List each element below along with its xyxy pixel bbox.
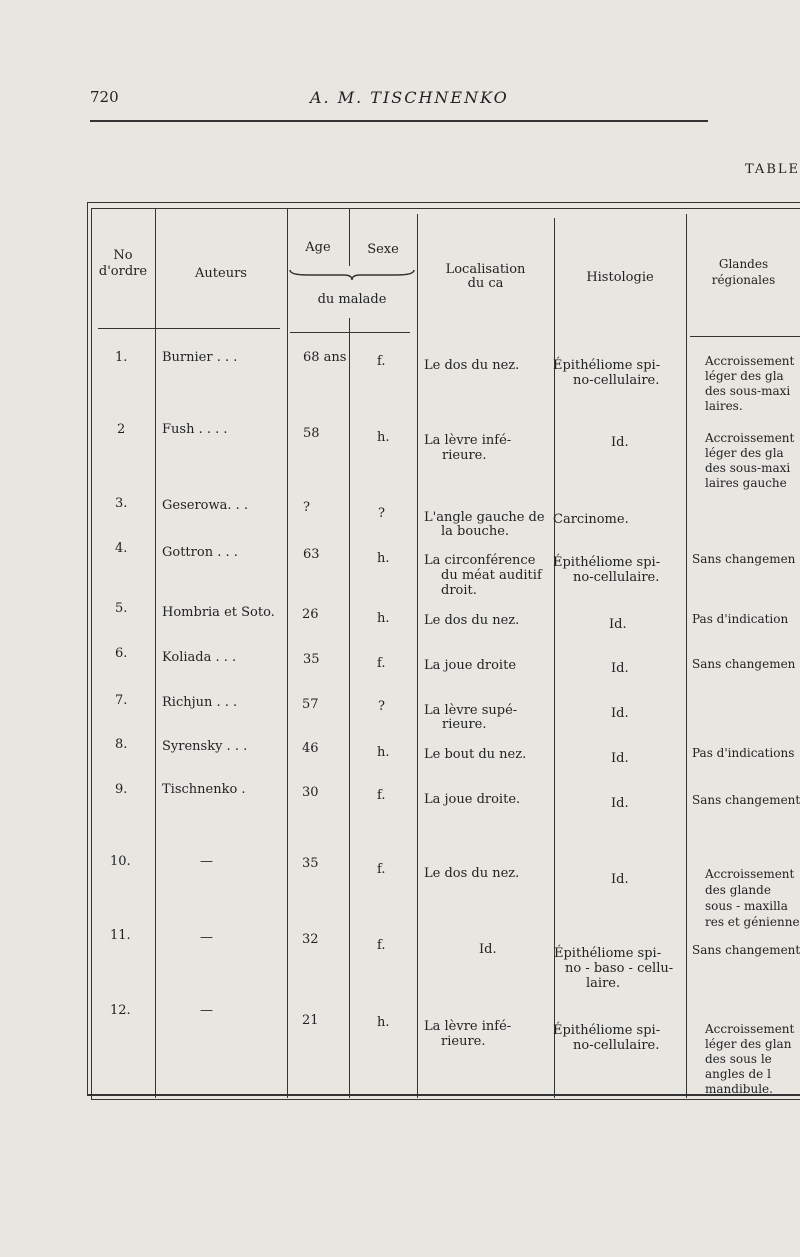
row-glands: Sans changement <box>692 943 800 957</box>
row-histology: Id. <box>611 435 629 450</box>
table-left-inner-border <box>91 208 92 1099</box>
header-regionales: régionales <box>711 273 776 287</box>
row-glands: des glande <box>705 883 771 897</box>
row-glands: laires. <box>705 399 743 413</box>
row-localisation: rieure. <box>442 448 487 463</box>
row-glands: Sans changemen <box>692 657 796 671</box>
row-localisation: la bouche. <box>441 524 510 539</box>
col-divider <box>349 318 350 1098</box>
row-localisation: La lèvre infé- <box>424 1019 512 1034</box>
table-left-border <box>87 202 88 1094</box>
header-du-malade: du malade <box>317 292 387 307</box>
row-author: — <box>200 1003 213 1018</box>
row-histology: Id. <box>611 751 629 766</box>
row-number: 4. <box>115 541 128 556</box>
header-rule <box>90 120 708 122</box>
row-histology: no-cellulaire. <box>573 570 660 585</box>
row-histology: Épithéliome spi- <box>553 358 661 373</box>
row-glands: Sans changemen <box>692 552 796 566</box>
row-histology: laire. <box>586 976 621 991</box>
row-number: 5. <box>115 601 128 616</box>
row-glands: Pas d'indications <box>692 746 795 760</box>
header-sex: Sexe <box>367 242 399 257</box>
row-number: 8. <box>115 737 128 752</box>
table-top-rule <box>87 202 800 203</box>
row-sex: h. <box>377 611 390 626</box>
row-author: Geserowa. . . <box>162 498 249 513</box>
row-localisation: La lèvre infé- <box>424 433 512 448</box>
row-localisation: rieure. <box>441 1034 486 1049</box>
row-glands: Accroissement <box>705 431 795 445</box>
row-sex: f. <box>377 862 386 877</box>
row-sex: h. <box>377 551 390 566</box>
row-glands: Accroissement <box>705 354 795 368</box>
header-du-ca: du ca <box>467 276 504 291</box>
row-sex: ? <box>378 506 385 521</box>
running-title: A. M. TISCHNENKO <box>310 88 509 107</box>
header-histology: Histologie <box>586 270 654 285</box>
row-age: 63 <box>303 547 320 562</box>
header-ordre: d'ordre <box>98 264 148 279</box>
row-sex: h. <box>377 745 390 760</box>
row-age: 68 ans <box>303 350 347 365</box>
row-localisation: rieure. <box>442 717 487 732</box>
row-author: Syrensky . . . <box>162 739 248 754</box>
header-bottom-rule <box>98 328 280 329</box>
row-author: Koliada . . . <box>162 650 237 665</box>
col-divider <box>554 218 555 1098</box>
col-divider <box>287 208 288 1098</box>
header-authors: Auteurs <box>195 266 247 281</box>
col-divider <box>686 214 687 1098</box>
row-histology: no-cellulaire. <box>573 373 660 388</box>
row-number: 1. <box>115 350 128 365</box>
row-histology: Id. <box>611 706 629 721</box>
header-age: Age <box>305 240 331 255</box>
row-author: Burnier . . . <box>162 350 238 365</box>
row-glands: sous - maxilla <box>705 899 788 913</box>
row-glands: angles de l <box>705 1067 771 1081</box>
row-localisation: du méat auditif <box>441 568 542 583</box>
header-glands: Glandes <box>718 257 769 271</box>
row-number: 7. <box>115 693 128 708</box>
row-histology: Id. <box>611 796 629 811</box>
row-localisation: La joue droite. <box>424 792 521 807</box>
row-sex: f. <box>377 788 386 803</box>
row-author: — <box>200 930 213 945</box>
row-histology: Id. <box>611 661 629 676</box>
row-number: 10. <box>110 854 131 869</box>
row-age: 57 <box>302 697 319 712</box>
row-age: 30 <box>302 785 319 800</box>
row-glands: Sans changement <box>692 793 800 807</box>
table-bottom-rule <box>87 1094 800 1096</box>
brace-icon <box>288 268 416 282</box>
row-number: 3. <box>115 496 128 511</box>
row-histology: no - baso - cellu- <box>565 961 674 976</box>
row-localisation: droit. <box>441 583 477 598</box>
row-glands: léger des gla <box>705 446 784 460</box>
row-localisation: Le dos du nez. <box>424 866 520 881</box>
row-histology: Épithéliome spi- <box>553 555 661 570</box>
header-bottom-rule <box>290 332 410 333</box>
row-glands: léger des glan <box>705 1037 792 1051</box>
row-glands: Accroissement <box>705 1022 795 1036</box>
row-sex: f. <box>377 354 386 369</box>
row-author: — <box>200 854 213 869</box>
row-localisation: Le dos du nez. <box>424 358 520 373</box>
row-age: 35 <box>302 856 319 871</box>
row-localisation: La lèvre supé- <box>424 703 518 718</box>
col-divider <box>155 208 156 1098</box>
header-bottom-rule <box>690 336 800 337</box>
row-age: 26 <box>302 607 319 622</box>
row-glands: des sous le <box>705 1052 772 1066</box>
row-localisation: La joue droite <box>424 658 517 673</box>
row-age: 35 <box>303 652 320 667</box>
row-glands: Accroissement <box>705 867 795 881</box>
row-glands: des sous-maxi <box>705 461 791 475</box>
row-author: Richjun . . . <box>162 695 238 710</box>
row-glands: des sous-maxi <box>705 384 791 398</box>
row-number: 11. <box>110 928 131 943</box>
row-author: Fush . . . . <box>162 422 228 437</box>
row-sex: ? <box>378 699 385 714</box>
row-histology: Carcinome. <box>553 512 629 527</box>
row-glands: mandibule. <box>705 1082 773 1096</box>
row-author: Hombria et Soto. <box>162 605 275 620</box>
row-histology: Id. <box>611 872 629 887</box>
row-localisation: Le dos du nez. <box>424 613 520 628</box>
row-sex: h. <box>377 430 390 445</box>
row-localisation: Id. <box>479 942 497 957</box>
header-localisation: Localisation <box>445 262 526 277</box>
row-number: 6. <box>115 646 128 661</box>
page-number: 720 <box>90 88 119 106</box>
row-glands: laires gauche <box>705 476 787 490</box>
row-age: 46 <box>302 741 319 756</box>
row-localisation: Le bout du nez. <box>424 747 527 762</box>
row-glands: Pas d'indication <box>692 612 789 626</box>
row-glands: léger des gla <box>705 369 784 383</box>
row-sex: f. <box>377 938 386 953</box>
row-histology: Épithéliome spi- <box>553 1023 661 1038</box>
row-localisation: La circonférence <box>424 553 536 568</box>
row-age: ? <box>303 500 310 515</box>
row-number: 2 <box>117 422 126 437</box>
row-sex: h. <box>377 1015 390 1030</box>
row-author: Tischnenko . <box>162 782 246 797</box>
row-number: 9. <box>115 782 128 797</box>
row-age: 58 <box>303 426 320 441</box>
row-histology: no-cellulaire. <box>573 1038 660 1053</box>
row-sex: f. <box>377 656 386 671</box>
col-divider <box>417 214 418 1098</box>
row-glands: res et génienne <box>705 915 800 929</box>
row-age: 21 <box>302 1013 319 1028</box>
table-top-inner-rule <box>91 208 800 209</box>
header-no: No <box>113 248 133 263</box>
row-age: 32 <box>302 932 319 947</box>
table-tag: TABLE <box>744 162 800 177</box>
row-author: Gottron . . . <box>162 545 238 560</box>
table-bottom-inner-rule <box>91 1099 800 1100</box>
row-number: 12. <box>110 1003 131 1018</box>
row-localisation: L'angle gauche de <box>424 510 545 525</box>
row-histology: Épithéliome spi- <box>554 946 662 961</box>
row-histology: Id. <box>609 617 627 632</box>
